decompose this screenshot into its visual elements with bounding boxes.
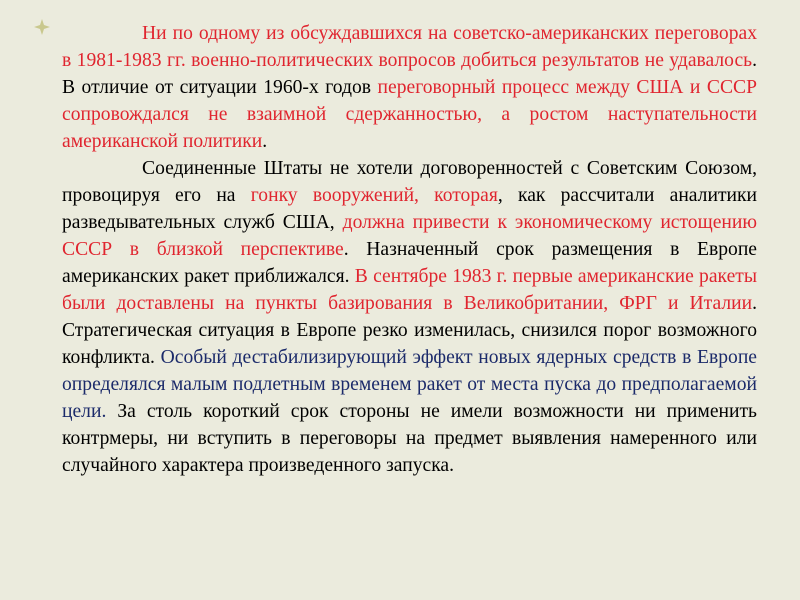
plain-text: Соединенные Штаты не хотели договоренностей с Советским Союзом, провоцируя его на (62, 158, 757, 206)
emphasis-blue: Особый дестабилизирующий эффект новых ядерных средств в Европе определялся малым подлетным временем ракет от места пуска до предполагаемой цели. (62, 347, 758, 422)
four-point-star-icon (34, 19, 50, 35)
plain-text: За столь короткий срок стороны не имели возможности ни применить контрмеры, ни вступить в переговоры на предмет выявления намеренного или случайного характера произведенного запуска. (62, 401, 757, 476)
paragraph-1 (62, 20, 757, 155)
emphasis-red: гонку вооружений, которая (250, 185, 498, 206)
emphasis-red: Ни по одному из обсуждавшихся на советско-американских переговорах в 1981-1983 гг. военно-политических вопросов добиться результатов не удавалось (62, 23, 757, 71)
body-text (62, 20, 757, 479)
plain-text: . Стратегическая ситуация в Европе резко изменилась, снизился порог возможного конфликта. (62, 293, 757, 368)
emphasis-red: переговорный процесс между США и СССР сопровождался не взаимной сдержанностью, а ростом наступательности американской политики (62, 77, 757, 152)
emphasis-red: В сентябре 1983 г. первые американские ракеты были доставлены на пункты базирования в Великобритании, ФРГ и Италии (62, 266, 757, 314)
plain-text: . В отличие от ситуации 1960-х годов (62, 50, 757, 98)
plain-text: . Назначенный срок размещения в Европе американских ракет приближался. (62, 239, 757, 287)
plain-text: , как рассчитали аналитики разведывательных служб США, (62, 185, 757, 233)
plain-text: . (262, 131, 268, 152)
paragraph-2 (62, 155, 757, 479)
emphasis-red: должна привести к экономическому истощению СССР в близкой перспективе (62, 212, 757, 260)
